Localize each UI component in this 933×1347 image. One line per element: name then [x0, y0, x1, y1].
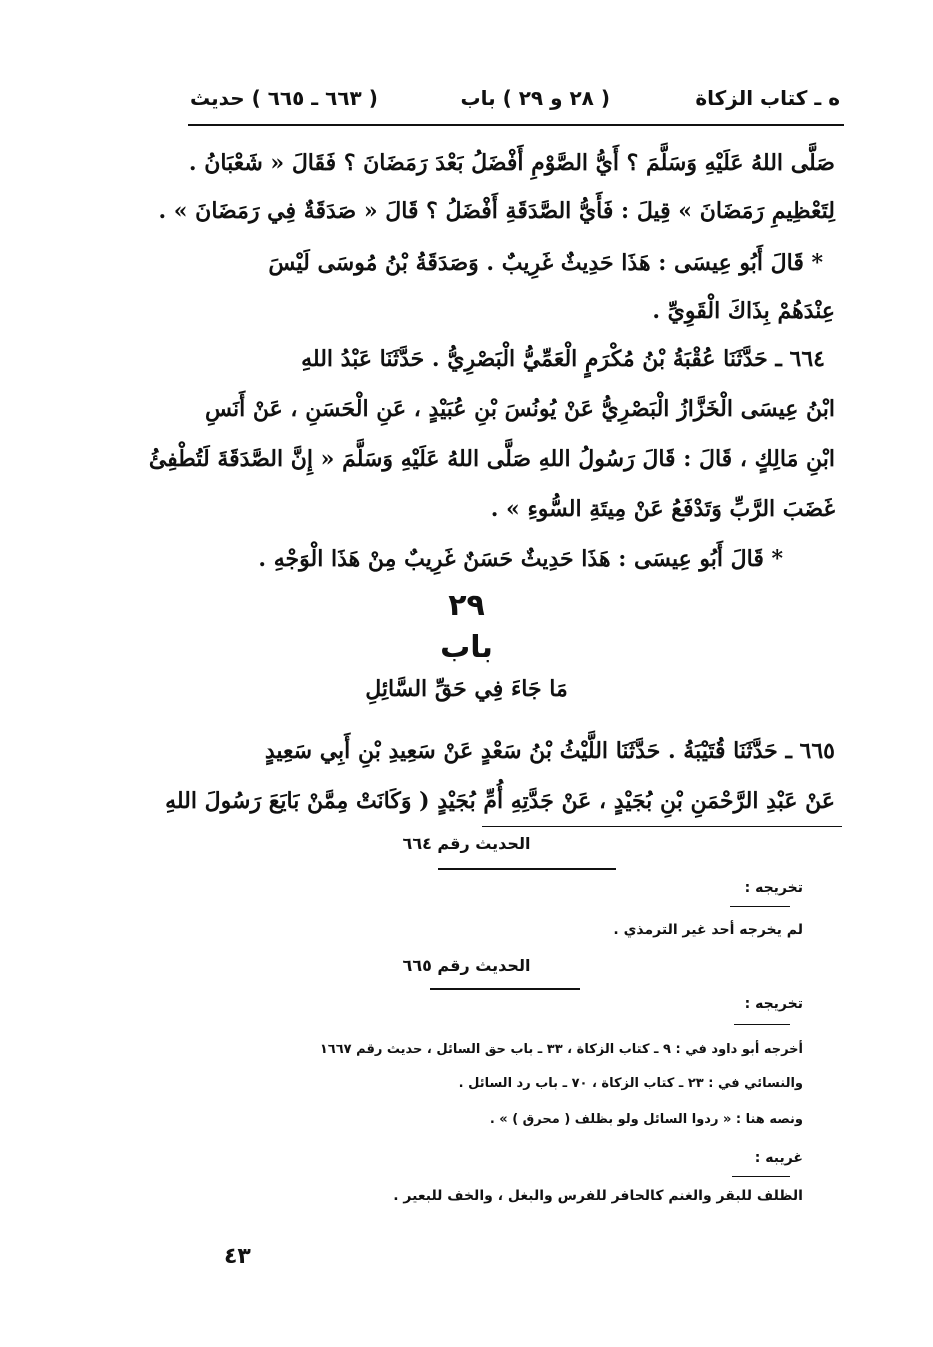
chapter-title: مَا جَاءَ فِي حَقِّ السَّائِلِ [365, 676, 568, 702]
takhrij-text: ونصه هنا : « ردوا السائل ولو بظلف ( محرق ) » . [489, 1112, 803, 1127]
note-heading-underline [438, 868, 616, 870]
takhrij-text: لم يخرجه أحد غير الترمذي . [613, 922, 803, 938]
header-hadith-range: ( ٦٦٣ ـ ٦٦٥ ) حديث [190, 86, 378, 110]
note-heading-665: الحديث رقم ٦٦٥ [402, 956, 531, 975]
text-line: عِنْدَهُمْ بِذَاكَ الْقَوِيِّ . [652, 298, 835, 324]
text-line: ابْنُ عِيسَى الْخَزَّازُ الْبَصْرِيُّ عَنْ يُونُسَ بْنِ عُبَيْدٍ ، عَنِ الْحَسَنِ ، عَنْ أَنَسِ [204, 396, 835, 422]
page-number: ٤٣ [224, 1244, 251, 1269]
header-book-title: ه ـ كتاب الزكاة [695, 86, 840, 110]
note-heading-664: الحديث رقم ٦٦٤ [402, 834, 531, 853]
gharib-label: غريبه : [754, 1150, 803, 1166]
takhrij-text: أخرجه أبو داود في : ٩ ـ كتاب الزكاة ، ٣٣ ـ باب حق السائل ، حديث رقم ١٦٦٧ [319, 1042, 803, 1057]
text-underline [482, 826, 842, 827]
label-underline [730, 906, 790, 907]
header-rule [188, 124, 844, 126]
hadith-664-start: ٦٦٤ ـ حَدَّثَنَا عُقْبَةُ بْنُ مُكْرَمٍ الْعَمِّيُّ الْبَصْرِيُّ . حَدَّثَنَا عَبْدُ اللهِ [301, 346, 825, 372]
note-heading-underline [430, 988, 580, 990]
takhrij-label: تخريجه : [744, 996, 803, 1012]
label-underline [734, 1024, 790, 1025]
text-line: عَنْ عَبْدِ الرَّحْمَنِ بْنِ بُجَيْدٍ ، عَنْ جَدَّتِهِ أُمِّ بُجَيْدٍ ( وَكَانَتْ مِمَّنْ بَايَعَ رَسُولَ اللهِ [165, 788, 835, 814]
hadith-665-start: ٦٦٥ ـ حَدَّثَنَا قُتَيْبَةُ . حَدَّثَنَا اللَّيْثُ بْنُ سَعْدٍ عَنْ سَعِيدِ بْنِ أَبِي سَعِيدٍ [264, 738, 835, 764]
text-line: غَضَبَ الرَّبِّ وَتَدْفَعُ عَنْ مِيتَةِ السُّوءِ » . [490, 496, 835, 522]
takhrij-label: تخريجه : [744, 880, 803, 896]
text-line: * قَالَ أَبُو عِيسَى : هَذَا حَدِيثٌ غَرِيبٌ . وَصَدَقَةُ بْنُ مُوسَى لَيْسَ [268, 250, 823, 276]
takhrij-text: والنسائي في : ٢٣ ـ كتاب الزكاة ، ٧٠ ـ باب رد السائل . [458, 1076, 803, 1091]
text-line: * قَالَ أَبُو عِيسَى : هَذَا حَدِيثٌ حَسَنٌ غَرِيبٌ مِنْ هَذَا الْوَجْهِ . [258, 546, 783, 572]
text-line: ابْنِ مَالِكٍ ، قَالَ : قَالَ رَسُولُ اللهِ صَلَّى اللهُ عَلَيْهِ وَسَلَّمَ « إِنَّ الصَّدَقَةَ لَتُطْفِئُ [148, 446, 835, 472]
text-line: صَلَّى اللهُ عَلَيْهِ وَسَلَّمَ ؟ أَيُّ الصَّوْمِ أَفْضَلُ بَعْدَ رَمَضَانَ ؟ فَقَالَ « شَعْبَانُ . [188, 150, 835, 176]
text-line: لِتَعْظِيمِ رَمَضَانَ » قِيلَ : فَأَيُّ الصَّدَقَةِ أَفْضَلُ ؟ قَالَ « صَدَقَةٌ فِي رَمَضَانَ » . [158, 198, 835, 224]
chapter-number: ٢٩ [448, 588, 485, 623]
header-chapter-range: ( ٢٨ و ٢٩ ) باب [460, 86, 610, 110]
label-underline [732, 1176, 790, 1177]
gharib-text: الظلف للبقر والغنم كالحافر للفرس والبغل ، والخف للبعير . [393, 1188, 803, 1204]
running-header [190, 86, 840, 116]
chapter-label: باب [440, 630, 493, 665]
